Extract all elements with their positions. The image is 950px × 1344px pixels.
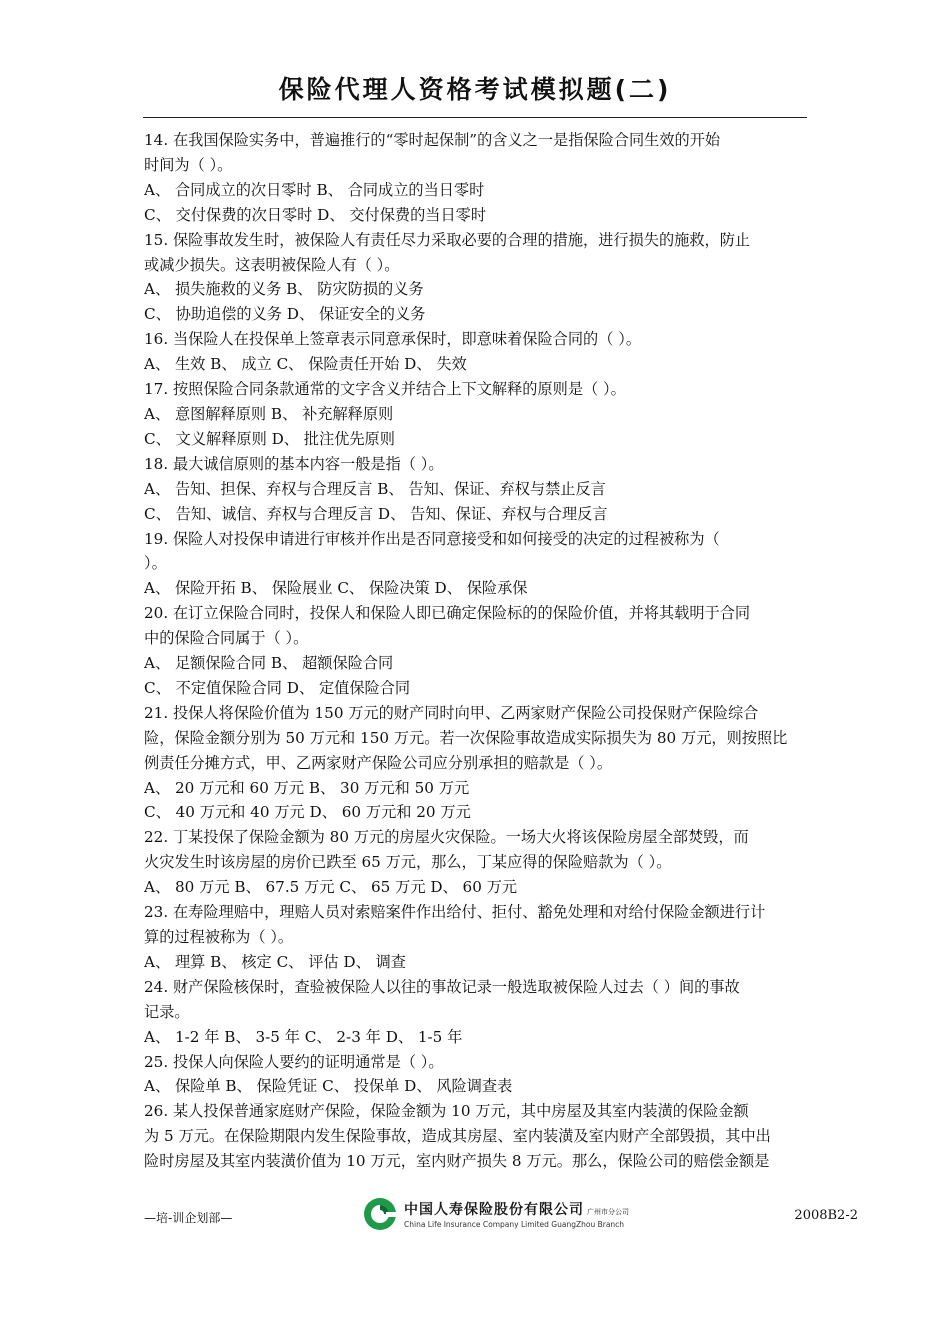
text-line: C、 文义解释原则 D、 批注优先原则 xyxy=(144,429,395,448)
china-life-logo-icon xyxy=(362,1196,398,1232)
text-line: A、 20 万元和 60 万元 B、 30 万元和 50 万元 xyxy=(144,778,470,797)
text-line: 险，保险金额分别为 50 万元和 150 万元。若一次保险事故造成实际损失为 80 万元，则按照比 xyxy=(144,728,788,747)
text-line: 算的过程被称为（ ）。 xyxy=(144,928,294,946)
text-line: 15. 保险事故发生时，被保险人有责任尽力采取必要的合理的措施，进行损失的施救，防止 xyxy=(144,230,751,249)
text-line: A、 保险开拓 B、 保险展业 C、 保险决策 D、 保险承保 xyxy=(144,579,528,598)
text-line: A、 1-2 年 B、 3-5 年 C、 2-3 年 D、 1-5 年 xyxy=(144,1027,463,1046)
logo-branch-name: 广州市分公司 xyxy=(587,1208,629,1216)
text-line: A、 合同成立的次日零时 B、 合同成立的当日零时 xyxy=(144,180,485,199)
text-line: 23. 在寿险理赔中，理赔人员对索赔案件作出给付、拒付、豁免处理和对给付保险金额进行计 xyxy=(144,903,766,922)
title-divider xyxy=(143,117,807,118)
text-line: 时间为（ ）。 xyxy=(144,155,233,174)
text-line: 21. 投保人将保险价值为 150 万元的财产同时向甲、乙两家财产保险公司投保财产保险综合 xyxy=(144,703,759,722)
text-line: 14. 在我国保险实务中，普遍推行的“零时起保制”的含义之一是指保险合同生效的开始 xyxy=(144,131,721,149)
text-line: 例责任分摊方式，甲、乙两家财产保险公司应分别承担的赔款是（ ）。 xyxy=(144,753,613,772)
text-line: 火灾发生时该房屋的房价已跌至 65 万元，那么，丁某应得的保险赔款为（ ）。 xyxy=(144,853,672,872)
text-line: A、 80 万元 B、 67.5 万元 C、 65 万元 D、 60 万元 xyxy=(144,878,518,897)
company-logo xyxy=(362,1196,629,1232)
text-line: C、 协助追偿的义务 D、 保证安全的义务 xyxy=(144,305,426,324)
logo-company-name: 中国人寿保险股份有限公司 xyxy=(404,1202,584,1218)
text-line: 18. 最大诚信原则的基本内容一般是指（ ）。 xyxy=(144,454,444,473)
text-line: A、 生效 B、 成立 C、 保险责任开始 D、 失效 xyxy=(144,355,467,374)
text-line: 或减少损失。这表明被保险人有（ ）。 xyxy=(144,255,400,274)
text-line: 25. 投保人向保险人要约的证明通常是（ ）。 xyxy=(144,1052,444,1071)
text-line: C、 告知、诚信、弃权与合理反言 D、 告知、保证、弃权与合理反言 xyxy=(144,504,608,523)
text-line: A、 理算 B、 核定 C、 评估 D、 调查 xyxy=(144,952,406,971)
footer-department: —培-训企划部— xyxy=(144,1211,233,1225)
text-line: 险时房屋及其室内装潢价值为 10 万元，室内财产损失 8 万元。那么，保险公司的赔偿金额是 xyxy=(144,1152,770,1171)
text-line: 19. 保险人对投保申请进行审核并作出是否同意接受和如何接受的决定的过程被称为（ xyxy=(144,529,720,548)
text-line: A、 足额保险合同 B、 超额保险合同 xyxy=(144,654,394,673)
text-line: 16. 当保险人在投保单上签章表示同意承保时，即意味着保险合同的（ ）。 xyxy=(144,330,642,349)
footer-page-code: 2008B2-2 xyxy=(794,1208,858,1223)
text-line: C、 不定值保险合同 D、 定值保险合同 xyxy=(144,678,411,697)
page-title: 保险代理人资格考试模拟题(二) xyxy=(278,75,672,104)
logo-english-name: China Life Insurance Company Limited GuangZhou Branch xyxy=(404,1220,625,1229)
text-line: A、 意图解释原则 B、 补充解释原则 xyxy=(144,404,394,423)
text-line: 26. 某人投保普通家庭财产保险，保险金额为 10 万元，其中房屋及其室内装潢的保险金额 xyxy=(144,1102,749,1121)
text-line: 中的保险合同属于（ ）。 xyxy=(144,629,309,648)
text-line: ）。 xyxy=(144,554,167,573)
text-line: C、 40 万元和 40 万元 D、 60 万元和 20 万元 xyxy=(144,803,471,822)
text-line: 17. 按照保险合同条款通常的文字含义并结合上下文解释的原则是（ ）。 xyxy=(144,380,626,399)
text-line: 记录。 xyxy=(144,1002,190,1021)
text-line: A、 损失施救的义务 B、 防灾防损的义务 xyxy=(144,280,424,299)
text-line: C、 交付保费的次日零时 D、 交付保费的当日零时 xyxy=(144,205,487,224)
text-line: A、 保险单 B、 保险凭证 C、 投保单 D、 风险调查表 xyxy=(144,1077,513,1096)
question-content xyxy=(144,128,808,1174)
text-line: 20. 在订立保险合同时，投保人和保险人即已确定保险标的的保险价值，并将其载明于合同 xyxy=(144,604,751,623)
text-line: 为 5 万元。在保险期限内发生保险事故，造成其房屋、室内装潢及室内财产全部毁损，其中出 xyxy=(144,1127,771,1146)
text-line: A、 告知、担保、弃权与合理反言 B、 告知、保证、弃权与禁止反言 xyxy=(144,479,606,498)
text-line: 22. 丁某投保了保险金额为 80 万元的房屋火灾保险。一场大火将该保险房屋全部焚毁，而 xyxy=(144,828,749,847)
text-line: 24. 财产保险核保时，查验被保险人以往的事故记录一般选取被保险人过去（ ）间的事故 xyxy=(144,977,740,996)
